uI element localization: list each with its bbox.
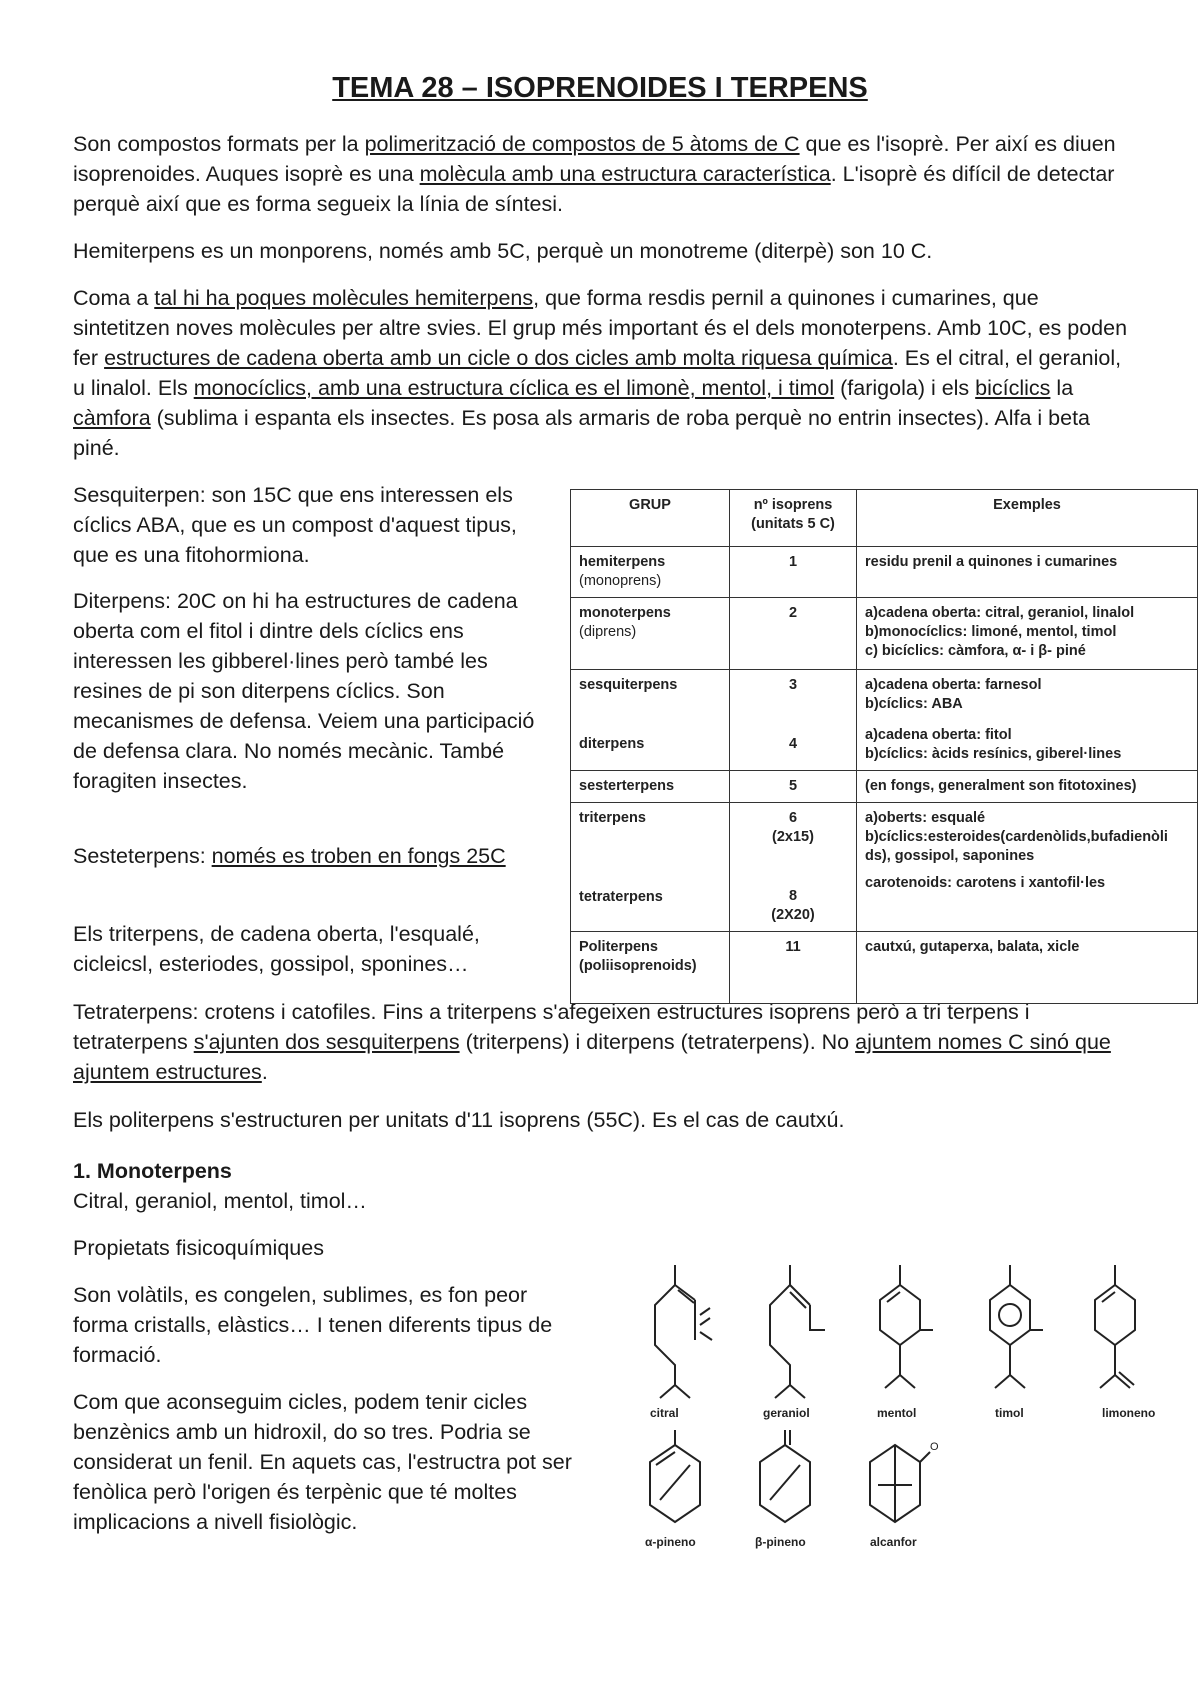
tetraterpens-paragraph: Tetraterpens: crotens i catofiles. Fins a triterpens s'afegeixen estructures isoprens però a tri terpens i tetraterpens s'ajunten dos sesquiterpens (triterpens) i diterpens (tetraterpens). No ajuntem nomes C sinó que ajuntem estructures. [73, 1000, 1111, 1084]
cicles-paragraph: Com que aconseguim cicles, podem tenir cicles benzènics amb un hidroxil, do so tres. Podria se considerat un fenil. En aquets cas, l'estructra pot ser fenòlica però l'origen és terpènic que té moltes implicacions a nivell fisiològic. [73, 1390, 572, 1534]
beta-pineno-structure [755, 1430, 810, 1549]
grup-cell: sesquiterpens diterpens [571, 670, 730, 771]
oxygen-symbol: O [930, 1441, 939, 1453]
diterpens-paragraph: Diterpens: 20C on hi ha estructures de cadena oberta com el fitol i dintre dels cíclics ens interessen les gibberel·lines però també les resines de pi son diterpens cíclics. Son mecanismes de defensa. Veiem una participació de defensa clara. No només mecànic. També foragiten insectes. [73, 589, 535, 793]
molecule-label-limoneno: limoneno [1102, 1406, 1156, 1420]
table-row [571, 803, 1198, 932]
sesterterpens-paragraph: Sesteterpens: només es troben en fongs 25C [73, 844, 506, 868]
isoprens-cell: 3 4 [730, 670, 857, 771]
politerpens-paragraph: Els politerpens s'estructuren per unitats d'11 isoprens (55C). Es el cas de cautxú. [73, 1108, 845, 1132]
alcanfor-structure [870, 1441, 939, 1549]
hemiterpens-paragraph: Hemiterpens es un monporens, només amb 5C, perquè un monotreme (diterpè) son 10 C. [73, 239, 933, 263]
monoterpens-paragraph: Coma a tal hi ha poques molècules hemiterpens, que forma resdis pernil a quinones i cumarines, que sintetitzen noves molècules per altre svies. El grup més important és el dels monoterpens. Amb 10C, es poden fer estructures de cadena oberta amb un cicle o dos cicles amb molta riquesa química. Es el citral, el geraniol, u linalol. Els monocíclics, amb una estructura cíclica es el limonè, mentol, i timol (farigola) i els bicíclics la càmfora (sublima i espanta els insectes. Es posa als armaris de roba perquè no entrin insectes). Alfa i beta piné. [73, 286, 1128, 460]
exemples-cell: a)cadena oberta: citral, geraniol, linalol b)monocíclics: limoné, mentol, timol c) bicíclics: càmfora, α- i β- piné [857, 598, 1198, 670]
alpha-pineno-structure [645, 1430, 700, 1549]
exemples-cell: a)oberts: esqualé b)cíclics:esteroides(cardenòlids,bufadienòli ds), gossipol, saponines carotenoids: carotens i xantofil·les [857, 803, 1198, 932]
molecule-label-alpha-pineno: α-pineno [645, 1535, 696, 1549]
exemples-cell: cautxú, gutaperxa, balata, xicle [857, 932, 1198, 1004]
grup-cell: monoterpens (diprens) [571, 598, 730, 670]
mentol-structure [877, 1265, 933, 1420]
isoprens-cell: 6 (2x15) 8 (2X20) [730, 803, 857, 932]
exemples-cell: a)cadena oberta: farnesol b)cíclics: ABA a)cadena oberta: fitol b)cíclics: àcids resínics, giberel·lines [857, 670, 1198, 771]
grup-cell: Politerpens (poliisoprenoids) [571, 932, 730, 1004]
exemples-cell: residu prenil a quinones i cumarines [857, 547, 1198, 598]
table-row [571, 670, 1198, 771]
citral-structure [650, 1265, 712, 1420]
timol-structure [990, 1265, 1043, 1420]
table-row [571, 547, 1198, 598]
grup-cell: hemiterpens (monoprens) [571, 547, 730, 598]
monoterpens-examples: Citral, geraniol, mentol, timol… [73, 1189, 367, 1213]
molecule-label-mentol: mentol [877, 1406, 917, 1420]
molecule-label-citral: citral [650, 1406, 679, 1420]
exemples-cell: (en fongs, generalment son fitotoxines) [857, 771, 1198, 803]
page-title: TEMA 28 – ISOPRENOIDES I TERPENS [332, 72, 868, 104]
molecule-label-geraniol: geraniol [763, 1406, 810, 1420]
grup-cell: sesterterpens [571, 771, 730, 803]
isoprens-cell: 5 [730, 771, 857, 803]
isoprens-cell: 2 [730, 598, 857, 670]
table-row [571, 932, 1198, 1004]
limoneno-structure [1095, 1265, 1155, 1420]
grup-cell: triterpens tetraterpens [571, 803, 730, 932]
molecule-label-timol: timol [995, 1406, 1024, 1420]
header-exemples: Exemples [857, 490, 1198, 547]
geraniol-structure [763, 1265, 825, 1420]
molecule-label-beta-pineno: β-pineno [755, 1535, 806, 1549]
volatils-paragraph: Son volàtils, es congelen, sublimes, es fon peor forma cristalls, elàstics… I tenen diferents tipus de formació. [73, 1283, 553, 1367]
table-row [571, 598, 1198, 670]
terpens-table [570, 489, 1198, 1004]
isoprens-cell: 1 [730, 547, 857, 598]
sesquiterpen-paragraph: Sesquiterpen: son 15C que ens interessen els cíclics ABA, que es un compost d'aquest tipus, que es una fitohormiona. [73, 483, 517, 567]
molecule-label-alcanfor: alcanfor [870, 1535, 917, 1549]
intro-paragraph: Son compostos formats per la polimerització de compostos de 5 àtoms de C que es l'isoprè. Per així es diuen isoprenoides. Auques isoprè es una molècula amb una estructura característica. L'isoprè és difícil de detectar perquè així que es forma segueix la línia de síntesi. [73, 132, 1116, 216]
triterpens-paragraph: Els triterpens, de cadena oberta, l'esqualé, cicleicsl, esteriodes, gossipol, sponines… [73, 922, 480, 976]
section-heading-monoterpens: 1. Monoterpens [73, 1159, 232, 1183]
header-grup: GRUP [571, 490, 730, 547]
table-header-row [571, 490, 1198, 547]
isoprens-cell: 11 [730, 932, 857, 1004]
monoterpens-structures-figure [630, 1260, 1190, 1560]
table-row [571, 771, 1198, 803]
propietats-heading: Propietats fisicoquímiques [73, 1236, 324, 1260]
header-isoprens: nº isoprens (unitats 5 C) [730, 490, 857, 547]
